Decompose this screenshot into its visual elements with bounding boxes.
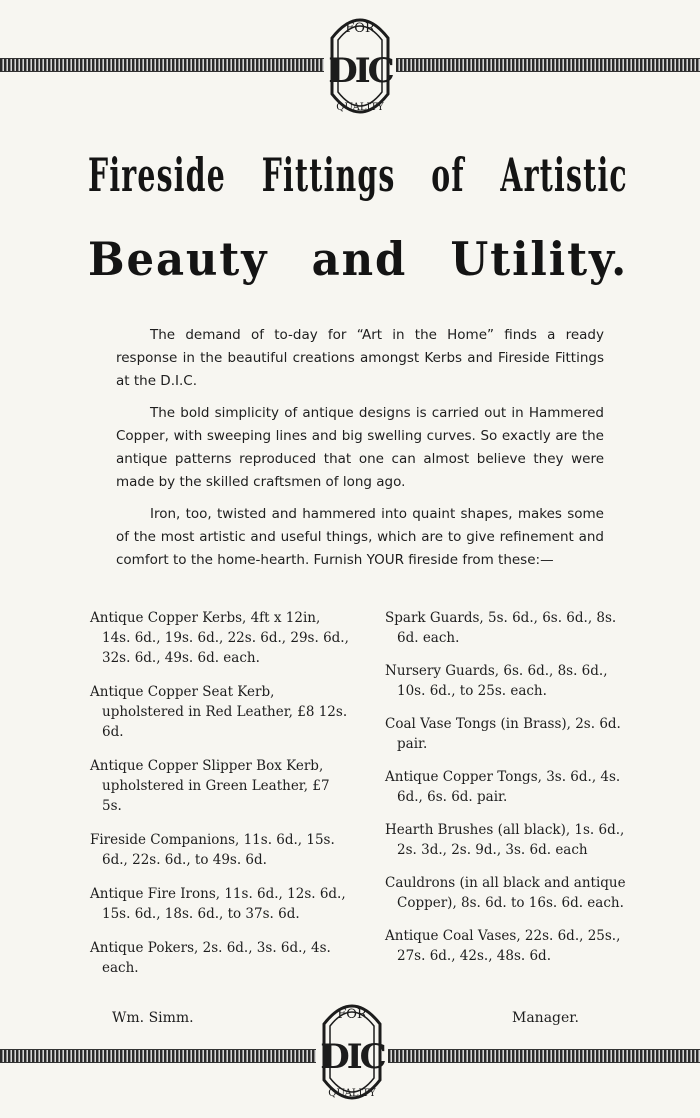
dic-logo-bottom-graphic [316,984,388,1114]
list-item: Antique Pokers, 2s. 6d., 3s. 6d., 4s. each. [90,940,331,976]
list-item: Antique Copper Kerbs, 4ft x 12in, 14s. 6d., 19s. 6d., 22s. 6d., 29s. 6d., 32s. 6d., 49s. 6d. each. [90,610,349,666]
logo-top-text: FOR [337,1007,367,1022]
signature-name: Wm. Simm. [112,1010,194,1026]
logo-bottom-text: QUALITY [328,1088,376,1099]
intro-paragraph-1: The demand of to-day for “Art in the Home” finds a ready response in the beautiful creations amongst Kerbs and Fireside Fittings at the D.I.C. [116,327,604,389]
list-item: Nursery Guards, 6s. 6d., 8s. 6d., 10s. 6d., to 25s. each. [385,663,608,699]
logo-top-text: FOR [345,21,375,36]
list-item: Antique Copper Tongs, 3s. 6d., 4s. 6d., 6s. 6d. pair. [385,769,621,805]
dic-logo-top [324,0,396,128]
price-list-left [90,608,352,992]
dic-logo-bottom [316,984,388,1114]
list-item: Antique Copper Seat Kerb, upholstered in Red Leather, £8 12s. 6d. [90,684,348,740]
logo-monogram: DIC [320,1037,384,1077]
list-item: Hearth Brushes (all black), 1s. 6d., 2s. 3d., 2s. 9d., 3s. 6d. each [385,822,625,858]
list-item: Antique Coal Vases, 22s. 6d., 25s., 27s. 6d., 42s., 48s. 6d. [385,928,621,964]
list-item: Spark Guards, 5s. 6d., 6s. 6d., 8s. 6d. each. [385,610,617,646]
list-item: Antique Fire Irons, 11s. 6d., 12s. 6d., 15s. 6d., 18s. 6d., to 37s. 6d. [90,886,346,922]
price-list-right [385,608,635,979]
logo-monogram: DIC [328,51,392,91]
headline-line-2: Beauty and Utility. [88,232,629,286]
logo-bottom-text: QUALITY [336,102,384,113]
list-item: Antique Copper Slipper Box Kerb, upholstered in Green Leather, £7 5s. [90,758,330,814]
list-item: Fireside Companions, 11s. 6d., 15s. 6d., 22s. 6d., to 49s. 6d. [90,832,335,868]
headline-line-1: Fireside Fittings of Artistic [88,148,628,202]
intro-paragraph-3: Iron, too, twisted and hammered into quaint shapes, makes some of the most artistic and useful things, which are to give refinement and comfort to the home-hearth. Furnish YOUR fireside from these:— [116,506,604,568]
signature-title: Manager. [512,1010,579,1026]
intro-paragraph-2: The bold simplicity of antique designs is carried out in Hammered Copper, with sweeping lines and big swelling curves. So exactly are the antique patterns reproduced that one can almost believe they were made by the skilled craftsmen of long ago. [116,405,604,490]
dic-logo-top-graphic [324,0,396,128]
list-item: Cauldrons (in all black and antique Copper), 8s. 6d. to 16s. 6d. each. [385,875,626,911]
list-item: Coal Vase Tongs (in Brass), 2s. 6d. pair. [385,716,621,752]
